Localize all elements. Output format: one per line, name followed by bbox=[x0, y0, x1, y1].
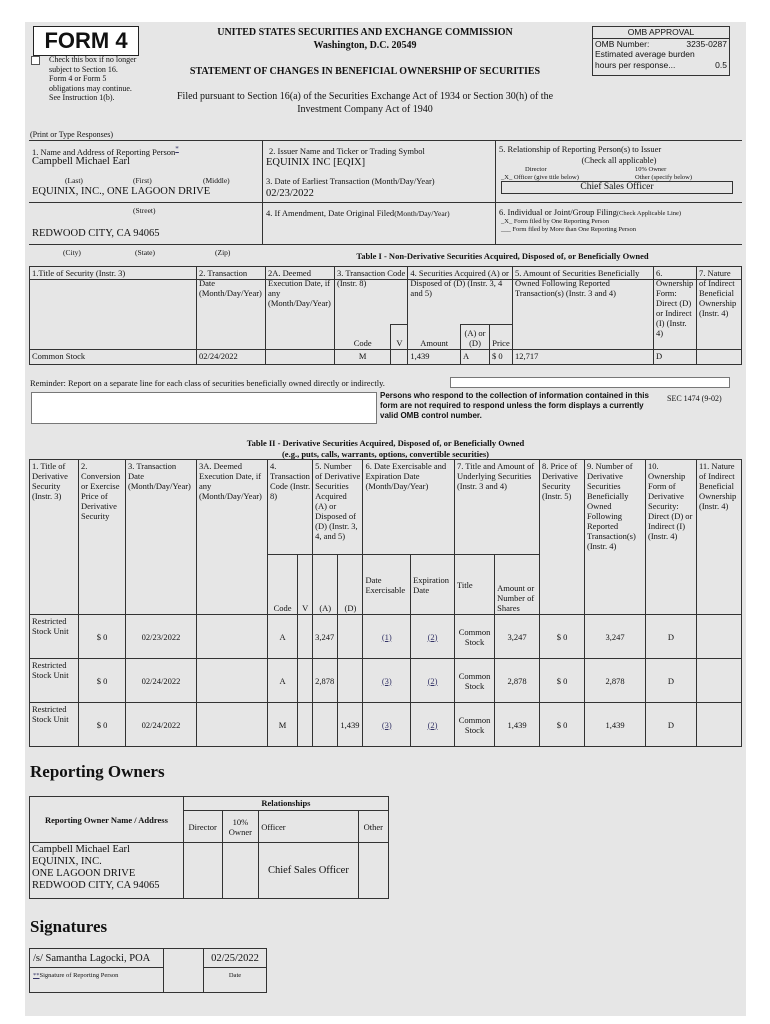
t1-header-deemed: 2A. Deemed Execution Date, if any (Month/Day/Year) bbox=[266, 267, 335, 350]
first-label: (First) bbox=[133, 176, 152, 185]
relationship-officer: _X_ Officer (give title below) bbox=[501, 174, 579, 181]
owner-address-line: EQUINIX, INC. bbox=[32, 856, 102, 867]
t2-cell-d bbox=[338, 659, 363, 703]
t1-header-date: 2. Transaction Date (Month/Day/Year) bbox=[197, 267, 266, 350]
t2-subheader-title: Title bbox=[454, 555, 494, 615]
t2-cell-date: 02/23/2022 bbox=[126, 615, 197, 659]
t1-subheader-v: V bbox=[391, 325, 408, 350]
t2-subheader-a: (A) bbox=[313, 555, 338, 615]
t1-header-securities: 4. Securities Acquired (A) or Disposed of (D) (Instr. 3, 4 and 5) bbox=[408, 267, 513, 325]
t1-header-ownership-form: 6. Ownership Form: Direct (D) or Indirect (I) (Instr. 4) bbox=[654, 267, 697, 350]
t1-cell-code: M bbox=[335, 350, 391, 365]
last-label: (Last) bbox=[65, 176, 83, 185]
form-page bbox=[25, 22, 746, 1016]
t1-cell-date: 02/24/2022 bbox=[197, 350, 266, 365]
t2-cell-v bbox=[298, 615, 313, 659]
middle-label: (Middle) bbox=[203, 176, 230, 185]
t2-header-date: 3. Transaction Date (Month/Day/Year) bbox=[126, 460, 197, 615]
t2-header-exercisable: 6. Date Exercisable and Expiration Date (Month/Day/Year) bbox=[363, 460, 454, 555]
earliest-date: 02/23/2022 bbox=[266, 188, 314, 199]
t2-cell-deemed bbox=[197, 703, 268, 747]
state-label: (State) bbox=[135, 248, 155, 257]
t2-cell-deemed bbox=[197, 615, 268, 659]
earliest-date-label: 3. Date of Earliest Transaction (Month/Day/Year) bbox=[266, 176, 435, 186]
statement-title: STATEMENT OF CHANGES IN BENEFICIAL OWNERSHIP OF SECURITIES bbox=[189, 66, 541, 77]
reporting-person-name: Campbell Michael Earl bbox=[32, 156, 130, 167]
t2-header-conversion: 2. Conversion or Exercise Price of Derivative Security bbox=[79, 460, 126, 615]
t2-footnote-link[interactable]: (3) bbox=[363, 703, 411, 747]
agency-name: UNITED STATES SECURITIES AND EXCHANGE COMMISSION bbox=[217, 27, 513, 38]
persons-notice: Persons who respond to the collection of information contained in this form are not required to respond unless the form displays a currently valid OMB control number. bbox=[380, 391, 649, 420]
filing-more: ___ Form filed by More than One Reporting Person bbox=[501, 226, 637, 233]
reporting-person-city: REDWOOD CITY, CA 94065 bbox=[32, 228, 160, 239]
table2-title: Table II - Derivative Securities Acquired, Disposed of, or Beneficially Owned bbox=[246, 438, 525, 448]
t1-cell-deemed bbox=[266, 350, 335, 365]
table1-title: Table I - Non-Derivative Securities Acquired, Disposed of, or Beneficially Owned bbox=[356, 251, 649, 261]
t2-cell-conv: $ 0 bbox=[79, 659, 126, 703]
t2-cell-code: M bbox=[268, 703, 298, 747]
t2-cell-und-amount: 3,247 bbox=[495, 615, 540, 659]
t2-cell-date: 02/24/2022 bbox=[126, 703, 197, 747]
t1-subheader-code: Code bbox=[335, 325, 391, 350]
t2-cell-form: D bbox=[646, 615, 697, 659]
owners-col-officer: Officer bbox=[259, 811, 358, 843]
t2-header-title: 1. Title of Derivative Security (Instr. 3) bbox=[30, 460, 79, 615]
t2-header-code: 4. Transaction Code (Instr. 8) bbox=[268, 460, 313, 555]
t2-cell-v bbox=[298, 659, 313, 703]
owner-name-line: Campbell Michael Earl bbox=[32, 844, 130, 855]
issuer-label: 2. Issuer Name and Ticker or Trading Symbol bbox=[269, 146, 425, 156]
t2-cell-a: 3,247 bbox=[313, 615, 338, 659]
t2-header-price: 8. Price of Derivative Security (Instr. 5) bbox=[540, 460, 585, 615]
t2-subheader-d: (D) bbox=[338, 555, 363, 615]
omb-title: OMB APPROVAL bbox=[593, 27, 729, 39]
no-longer-subject-checkbox[interactable] bbox=[31, 56, 40, 65]
t2-header-form: 10. Ownership Form of Derivative Security: Direct (D) or Indirect (I) (Instr. 4) bbox=[646, 460, 697, 615]
t1-header-nature: 7. Nature of Indirect Beneficial Ownership (Instr. 4) bbox=[697, 267, 742, 350]
signature-date-label: Date bbox=[228, 972, 242, 979]
signature-label: **Signature of Reporting Person bbox=[33, 972, 119, 979]
owners-col-other: Other bbox=[358, 811, 388, 843]
t2-cell-conv: $ 0 bbox=[79, 703, 126, 747]
officer-title: Chief Sales Officer bbox=[501, 181, 733, 194]
owner-ten-cell bbox=[222, 843, 259, 899]
omb-hours-row bbox=[593, 60, 729, 71]
t2-cell-nature bbox=[697, 615, 742, 659]
t2-cell-code: A bbox=[268, 659, 298, 703]
t2-cell-form: D bbox=[646, 659, 697, 703]
reporting-owners-heading: Reporting Owners bbox=[30, 762, 165, 781]
t2-cell-und-title: Common Stock bbox=[454, 615, 494, 659]
t1-cell-aord: A bbox=[461, 350, 490, 365]
omb-number-label: OMB Number: bbox=[595, 38, 650, 49]
t1-header-code: 3. Transaction Code (Instr. 8) bbox=[335, 267, 408, 325]
amendment-label: 4. If Amendment, Date Original Filed(Month/Day/Year) bbox=[266, 208, 450, 218]
owner-other-cell bbox=[358, 843, 388, 899]
table-row bbox=[30, 703, 742, 747]
signature-date-box bbox=[203, 948, 267, 993]
t2-cell-price: $ 0 bbox=[540, 703, 585, 747]
t2-header-owned: 9. Number of Derivative Securities Beneficially Owned Following Reported Transaction(s) (Instr. 4) bbox=[585, 460, 646, 615]
t2-footnote-link[interactable]: (1) bbox=[363, 615, 411, 659]
t2-footnote-link[interactable]: (2) bbox=[411, 615, 455, 659]
owner-director-cell bbox=[183, 843, 222, 899]
agency-location: Washington, D.C. 20549 bbox=[313, 40, 417, 51]
t2-subheader-date-ex: Date Exercisable bbox=[363, 555, 411, 615]
checkbox-label: Check this box if no longer subject to Section 16. Form 4 or Form 5 obligations may continue. See Instruction 1(b). bbox=[49, 55, 137, 102]
omb-approval-box bbox=[592, 26, 730, 76]
t2-cell-title: Restricted Stock Unit bbox=[30, 703, 79, 747]
t2-cell-und-title: Common Stock bbox=[454, 659, 494, 703]
table2-derivative bbox=[29, 459, 742, 747]
t1-subheader-aord: (A) or (D) bbox=[461, 325, 490, 350]
reporting-person-label: 1. Name and Address of Reporting Person* bbox=[32, 145, 179, 157]
owners-col-director: Director bbox=[183, 811, 222, 843]
owners-relationships: Relationships bbox=[183, 797, 388, 811]
table-row bbox=[30, 659, 742, 703]
reminder-box bbox=[450, 377, 730, 388]
t2-cell-und-amount: 1,439 bbox=[495, 703, 540, 747]
filing-one: _X_ Form filed by One Reporting Person bbox=[501, 218, 609, 225]
table2-subtitle: (e.g., puts, calls, warrants, options, convertible securities) bbox=[281, 449, 490, 459]
relationship-director: Director bbox=[525, 166, 547, 173]
owners-col-name: Reporting Owner Name / Address bbox=[30, 797, 184, 843]
t1-cell-v bbox=[391, 350, 408, 365]
sec-code: SEC 1474 (9-02) bbox=[667, 394, 722, 403]
t2-footnote-link[interactable]: (2) bbox=[411, 703, 455, 747]
omb-number-row bbox=[593, 39, 729, 50]
issuer-name: EQUINIX INC [EQIX] bbox=[266, 157, 366, 168]
t2-cell-owned: 3,247 bbox=[585, 615, 646, 659]
t2-cell-v bbox=[298, 703, 313, 747]
t2-subheader-amount: Amount or Number of Shares bbox=[495, 555, 540, 615]
t2-cell-form: D bbox=[646, 703, 697, 747]
t2-header-nature: 11. Nature of Indirect Beneficial Ownership (Instr. 4) bbox=[697, 460, 742, 615]
t1-cell-owned: 12,717 bbox=[513, 350, 654, 365]
relationship-ten-pct: 10% Owner bbox=[635, 166, 667, 173]
t1-cell-form: D bbox=[654, 350, 697, 365]
t2-cell-code: A bbox=[268, 615, 298, 659]
t1-cell-amount: 1,439 bbox=[408, 350, 461, 365]
t2-cell-owned: 2,878 bbox=[585, 659, 646, 703]
filing-label: 6. Individual or Joint/Group Filing(Check Applicable Line) bbox=[499, 207, 682, 217]
signature-value: /s/ Samantha Lagocki, POA bbox=[30, 949, 163, 968]
signature-box bbox=[29, 948, 164, 993]
table-row bbox=[30, 615, 742, 659]
filed-pursuant-line2: Investment Company Act of 1940 bbox=[297, 104, 433, 115]
t1-cell-nature bbox=[697, 350, 742, 365]
relationship-sub: (Check all applicable) bbox=[581, 155, 657, 165]
t2-cell-owned: 1,439 bbox=[585, 703, 646, 747]
t1-cell-price: $ 0 bbox=[490, 350, 513, 365]
owner-address-line: ONE LAGOON DRIVE bbox=[32, 868, 136, 879]
t2-cell-und-title: Common Stock bbox=[454, 703, 494, 747]
relationship-other: Other (specify below) bbox=[635, 174, 693, 181]
reporting-person-street: EQUINIX, INC., ONE LAGOON DRIVE bbox=[32, 186, 211, 197]
table1-non-derivative bbox=[29, 266, 742, 365]
table-row bbox=[30, 350, 742, 365]
owner-address-line: REDWOOD CITY, CA 94065 bbox=[32, 880, 160, 891]
t2-footnote-link[interactable]: (2) bbox=[411, 659, 455, 703]
t2-cell-d bbox=[338, 615, 363, 659]
t2-subheader-v: V bbox=[298, 555, 313, 615]
t2-cell-title: Restricted Stock Unit bbox=[30, 615, 79, 659]
t2-subheader-exp: Expiration Date bbox=[411, 555, 455, 615]
city-label: (City) bbox=[63, 248, 81, 257]
owners-col-ten: 10% Owner bbox=[222, 811, 259, 843]
t2-header-underlying: 7. Title and Amount of Underlying Securities (Instr. 3 and 4) bbox=[454, 460, 539, 555]
omb-burden-line1: Estimated average burden bbox=[595, 49, 695, 59]
filed-pursuant-line1: Filed pursuant to Section 16(a) of the Securities Exchange Act of 1934 or Section 30(h) of the bbox=[176, 91, 554, 102]
t2-cell-conv: $ 0 bbox=[79, 615, 126, 659]
table-row bbox=[30, 843, 389, 899]
reminder-text: Reminder: Report on a separate line for each class of securities beneficially owned directly or indirectly. bbox=[30, 378, 385, 388]
t2-subheader-code: Code bbox=[268, 555, 298, 615]
omb-number: 3235-0287 bbox=[686, 38, 727, 49]
t2-cell-deemed bbox=[197, 659, 268, 703]
street-label: (Street) bbox=[133, 206, 156, 215]
t2-cell-price: $ 0 bbox=[540, 659, 585, 703]
t1-subheader-price: Price bbox=[490, 325, 513, 350]
t2-footnote-link[interactable]: (3) bbox=[363, 659, 411, 703]
t2-cell-nature bbox=[697, 703, 742, 747]
omb-burden-line2: hours per response... bbox=[595, 59, 676, 70]
t1-subheader-amount: Amount bbox=[408, 325, 461, 350]
t2-cell-date: 02/24/2022 bbox=[126, 659, 197, 703]
t2-cell-price: $ 0 bbox=[540, 615, 585, 659]
signatures-heading: Signatures bbox=[30, 917, 108, 936]
owner-officer-cell: Chief Sales Officer bbox=[259, 843, 358, 899]
print-note: (Print or Type Responses) bbox=[30, 130, 114, 139]
form-title: FORM 4 bbox=[33, 26, 139, 56]
t1-header-title: 1.Title of Security (Instr. 3) bbox=[30, 267, 197, 350]
reporting-owners-table bbox=[29, 796, 389, 899]
t2-cell-title: Restricted Stock Unit bbox=[30, 659, 79, 703]
t1-header-amount-owned: 5. Amount of Securities Beneficially Owned Following Reported Transaction(s) (Instr. 3 and 4) bbox=[513, 267, 654, 350]
t2-cell-a: 2,878 bbox=[313, 659, 338, 703]
blank-box bbox=[31, 392, 377, 424]
relationship-label: 5. Relationship of Reporting Person(s) to Issuer bbox=[499, 144, 662, 154]
t2-cell-und-amount: 2,878 bbox=[495, 659, 540, 703]
signature-date: 02/25/2022 bbox=[204, 949, 266, 968]
signature-spacer bbox=[164, 948, 204, 993]
t2-cell-d: 1,439 bbox=[338, 703, 363, 747]
t2-cell-nature bbox=[697, 659, 742, 703]
t1-cell-title: Common Stock bbox=[30, 350, 197, 365]
owner-name-address bbox=[30, 843, 184, 899]
zip-label: (Zip) bbox=[215, 248, 231, 257]
t2-header-number: 5. Number of Derivative Securities Acquired (A) or Disposed of (D) (Instr. 3, 4, and 5) bbox=[313, 460, 363, 555]
t2-header-deemed: 3A. Deemed Execution Date, if any (Month/Day/Year) bbox=[197, 460, 268, 615]
t2-cell-a bbox=[313, 703, 338, 747]
omb-hours: 0.5 bbox=[715, 59, 727, 70]
